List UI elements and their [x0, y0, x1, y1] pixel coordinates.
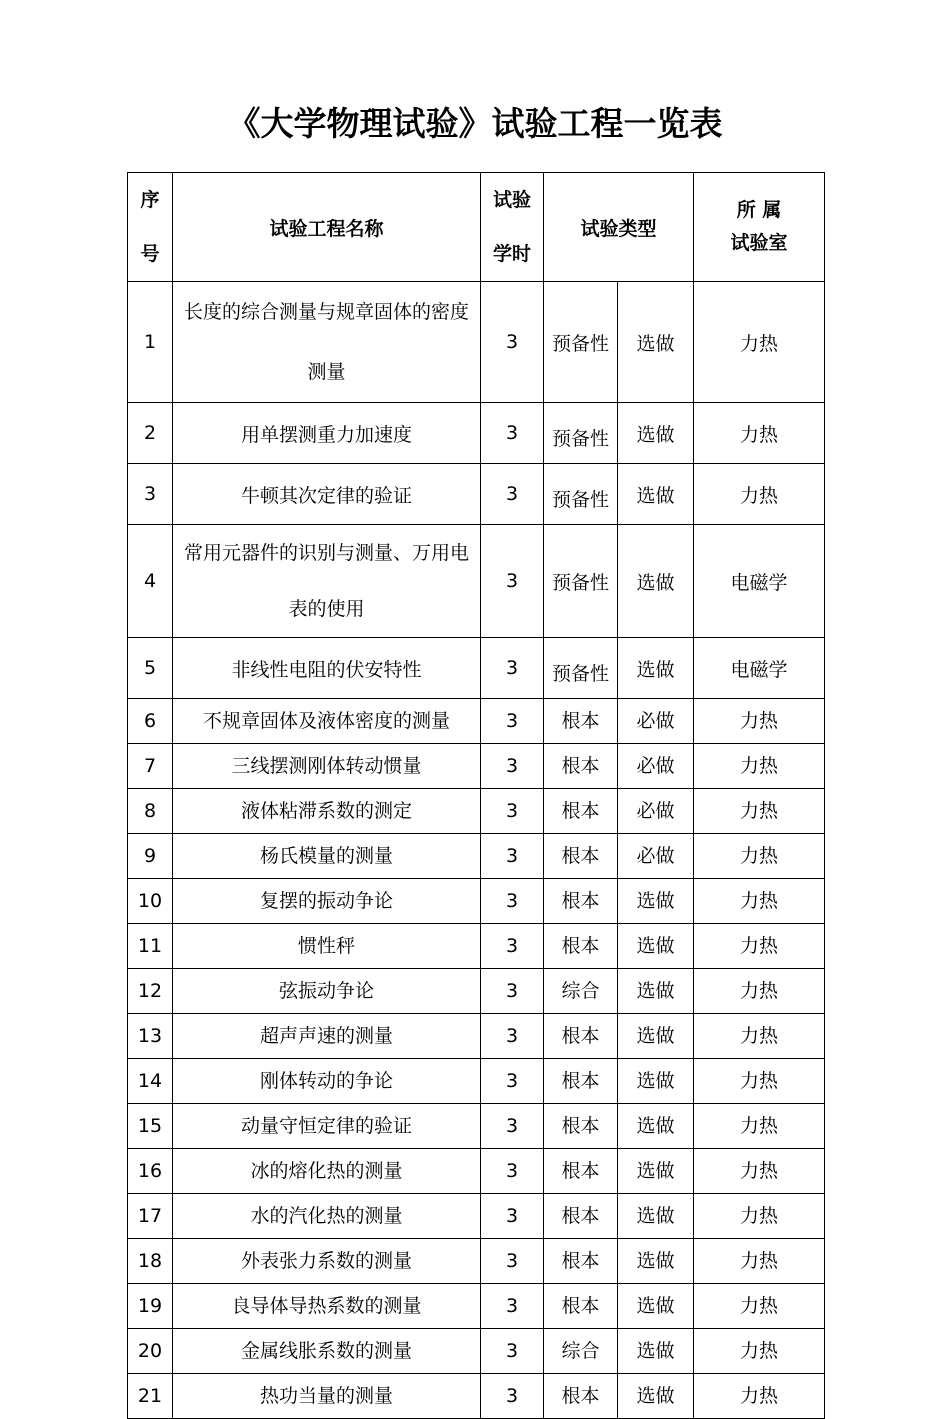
row-hours: 3	[481, 403, 544, 464]
table-row	[128, 924, 825, 969]
row-no: 13	[128, 1014, 173, 1059]
row-kind: 综合	[544, 1329, 618, 1374]
row-name: 良导体导热系数的测量	[173, 1284, 481, 1329]
row-req: 选做	[618, 1014, 694, 1059]
table-row	[128, 1014, 825, 1059]
row-kind: 预备性	[544, 638, 618, 699]
row-kind: 根本	[544, 744, 618, 789]
row-req: 选做	[618, 1059, 694, 1104]
row-lab: 力热	[694, 1104, 825, 1149]
row-kind: 根本	[544, 1194, 618, 1239]
row-no: 2	[128, 403, 173, 464]
header-lab-line2: 试验室	[730, 232, 788, 254]
row-name: 超声声速的测量	[173, 1014, 481, 1059]
header-type: 试验类型	[544, 173, 694, 282]
header-lab	[694, 173, 825, 282]
row-kind: 根本	[544, 1284, 618, 1329]
row-name-line1: 常用元器件的识别与测量、万用电	[183, 542, 469, 564]
page-title: 《大学物理试验》试验工程一览表	[227, 104, 723, 143]
row-req: 必做	[618, 699, 694, 744]
row-no: 6	[128, 699, 173, 744]
row-hours: 3	[481, 1014, 544, 1059]
row-req: 选做	[618, 1194, 694, 1239]
header-seq	[128, 173, 173, 282]
row-kind: 根本	[544, 1149, 618, 1194]
row-name-line1: 长度的综合测量与规章固体的密度	[183, 301, 469, 323]
table-row	[128, 1374, 825, 1419]
header-seq-line2: 号	[140, 243, 160, 265]
header-row	[128, 173, 825, 282]
row-lab: 力热	[694, 969, 825, 1014]
row-hours: 3	[481, 1284, 544, 1329]
row-lab: 力热	[694, 834, 825, 879]
row-kind: 根本	[544, 699, 618, 744]
row-kind: 根本	[544, 789, 618, 834]
row-kind: 根本	[544, 834, 618, 879]
row-req: 选做	[618, 924, 694, 969]
row-name: 不规章固体及液体密度的测量	[173, 699, 481, 744]
row-name: 动量守恒定律的验证	[173, 1104, 481, 1149]
header-hours-line1: 试验	[492, 189, 531, 211]
row-no: 10	[128, 879, 173, 924]
row-name: 外表张力系数的测量	[173, 1239, 481, 1284]
row-kind: 预备性	[544, 282, 618, 403]
row-req: 选做	[618, 282, 694, 403]
row-req: 选做	[618, 403, 694, 464]
row-kind: 预备性	[544, 464, 618, 525]
header-seq-line1: 序	[140, 189, 160, 211]
row-req: 选做	[618, 969, 694, 1014]
row-lab: 力热	[694, 1374, 825, 1419]
row-name: 热功当量的测量	[173, 1374, 481, 1419]
row-hours: 3	[481, 789, 544, 834]
row-no: 15	[128, 1104, 173, 1149]
row-lab: 力热	[694, 879, 825, 924]
table-row	[128, 1284, 825, 1329]
row-lab: 力热	[694, 1284, 825, 1329]
row-lab: 力热	[694, 403, 825, 464]
row-name: 杨氏模量的测量	[173, 834, 481, 879]
row-hours: 3	[481, 1374, 544, 1419]
row-req: 选做	[618, 879, 694, 924]
row-req: 必做	[618, 789, 694, 834]
row-no: 11	[128, 924, 173, 969]
header-name: 试验工程名称	[173, 173, 481, 282]
row-lab: 力热	[694, 282, 825, 403]
row-req: 必做	[618, 834, 694, 879]
row-hours: 3	[481, 1329, 544, 1374]
row-no: 3	[128, 464, 173, 525]
row-kind: 预备性	[544, 525, 618, 638]
row-lab: 力热	[694, 464, 825, 525]
row-name: 复摆的振动争论	[173, 879, 481, 924]
row-lab: 力热	[694, 924, 825, 969]
row-no: 7	[128, 744, 173, 789]
table-row	[128, 403, 825, 464]
row-name	[173, 282, 481, 403]
row-hours: 3	[481, 969, 544, 1014]
header-hours	[481, 173, 544, 282]
row-req: 选做	[618, 1239, 694, 1284]
row-hours: 3	[481, 1239, 544, 1284]
row-no: 21	[128, 1374, 173, 1419]
table-row	[128, 789, 825, 834]
row-no: 4	[128, 525, 173, 638]
header-hours-line2: 学时	[492, 243, 531, 265]
row-lab: 力热	[694, 1194, 825, 1239]
row-req: 选做	[618, 1329, 694, 1374]
row-kind: 综合	[544, 969, 618, 1014]
row-no: 19	[128, 1284, 173, 1329]
row-req: 选做	[618, 638, 694, 699]
row-hours: 3	[481, 1104, 544, 1149]
row-name: 三线摆测刚体转动惯量	[173, 744, 481, 789]
row-name: 非线性电阻的伏安特性	[173, 638, 481, 699]
row-req: 选做	[618, 1149, 694, 1194]
row-lab: 力热	[694, 1329, 825, 1374]
row-no: 12	[128, 969, 173, 1014]
table-row	[128, 1329, 825, 1374]
header-lab-line1: 所 属	[736, 199, 782, 221]
row-kind: 根本	[544, 1059, 618, 1104]
row-hours: 3	[481, 699, 544, 744]
row-hours: 3	[481, 282, 544, 403]
row-hours: 3	[481, 924, 544, 969]
table-row	[128, 464, 825, 525]
row-hours: 3	[481, 879, 544, 924]
row-kind: 根本	[544, 1374, 618, 1419]
table-row	[128, 1059, 825, 1104]
row-name: 金属线胀系数的测量	[173, 1329, 481, 1374]
row-lab: 力热	[694, 699, 825, 744]
row-hours: 3	[481, 525, 544, 638]
row-kind: 根本	[544, 879, 618, 924]
row-kind: 预备性	[544, 403, 618, 464]
row-kind: 根本	[544, 924, 618, 969]
row-no: 8	[128, 789, 173, 834]
row-no: 9	[128, 834, 173, 879]
row-hours: 3	[481, 1059, 544, 1104]
row-no: 17	[128, 1194, 173, 1239]
row-lab: 力热	[694, 789, 825, 834]
row-no: 14	[128, 1059, 173, 1104]
row-no: 16	[128, 1149, 173, 1194]
row-name: 冰的熔化热的测量	[173, 1149, 481, 1194]
row-name: 刚体转动的争论	[173, 1059, 481, 1104]
table-row	[128, 1149, 825, 1194]
row-kind: 根本	[544, 1239, 618, 1284]
row-kind: 根本	[544, 1014, 618, 1059]
row-lab: 电磁学	[694, 525, 825, 638]
table-row	[128, 525, 825, 638]
row-name	[173, 525, 481, 638]
row-hours: 3	[481, 464, 544, 525]
row-no: 18	[128, 1239, 173, 1284]
row-lab: 力热	[694, 1059, 825, 1104]
row-lab: 力热	[694, 744, 825, 789]
row-lab: 力热	[694, 1239, 825, 1284]
row-hours: 3	[481, 744, 544, 789]
row-req: 选做	[618, 464, 694, 525]
row-no: 1	[128, 282, 173, 403]
row-hours: 3	[481, 1194, 544, 1239]
table-row	[128, 879, 825, 924]
row-name: 惯性秤	[173, 924, 481, 969]
row-hours: 3	[481, 834, 544, 879]
table-row	[128, 1239, 825, 1284]
table-row	[128, 638, 825, 699]
row-name-line2: 测量	[307, 361, 346, 383]
row-req: 选做	[618, 1374, 694, 1419]
experiment-table	[127, 172, 825, 1419]
row-name: 用单摆测重力加速度	[173, 403, 481, 464]
row-no: 20	[128, 1329, 173, 1374]
row-no: 5	[128, 638, 173, 699]
table-row	[128, 1194, 825, 1239]
row-lab: 电磁学	[694, 638, 825, 699]
row-name: 水的汽化热的测量	[173, 1194, 481, 1239]
row-lab: 力热	[694, 1014, 825, 1059]
row-req: 选做	[618, 1284, 694, 1329]
row-lab: 力热	[694, 1149, 825, 1194]
row-name-line2: 表的使用	[288, 598, 365, 620]
row-kind: 根本	[544, 1104, 618, 1149]
table-row	[128, 699, 825, 744]
row-name: 牛顿其次定律的验证	[173, 464, 481, 525]
row-hours: 3	[481, 1149, 544, 1194]
table-row	[128, 744, 825, 789]
row-hours: 3	[481, 638, 544, 699]
table-row	[128, 282, 825, 403]
table-row	[128, 969, 825, 1014]
row-req: 选做	[618, 1104, 694, 1149]
row-req: 选做	[618, 525, 694, 638]
row-name: 弦振动争论	[173, 969, 481, 1014]
row-name: 液体粘滞系数的测定	[173, 789, 481, 834]
row-req: 必做	[618, 744, 694, 789]
table-row	[128, 1104, 825, 1149]
table-row	[128, 834, 825, 879]
